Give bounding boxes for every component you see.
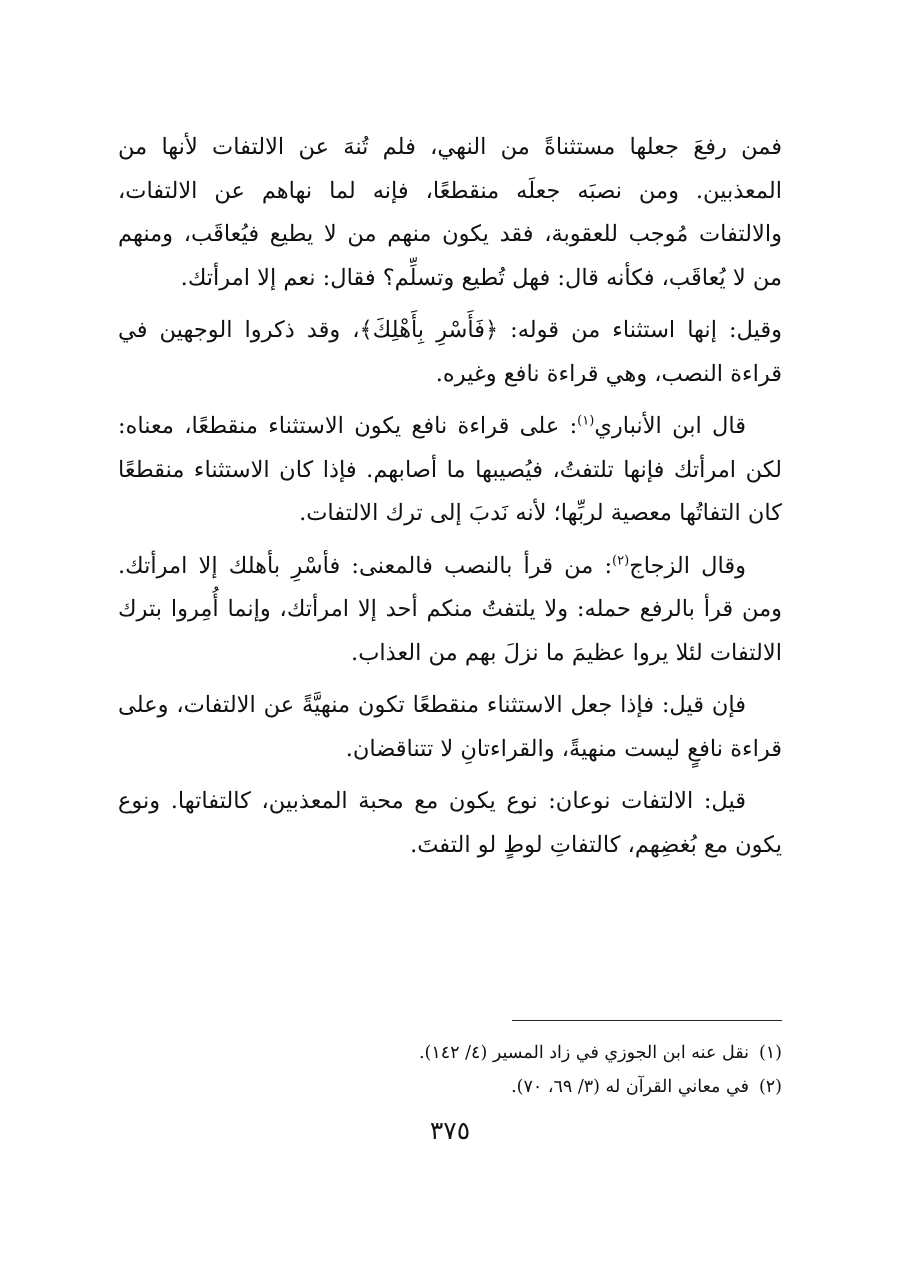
footnote-ref-1[interactable]: (١) bbox=[577, 413, 595, 429]
paragraph-3-body: : على قراءة نافع يكون الاستثناء منقطعًا، معناه: لكن امرأتك فإنها تلتفتُ، فيُصيبها ما أصابهم. فإذا كان الاستثناء منقطعًا كان التفاتُها معصية لربِّها؛ لأنه نَدبَ إلى ترك الالتفات. bbox=[118, 413, 782, 526]
footnote-1 bbox=[300, 1036, 782, 1070]
paragraph-4-body: : من قرأ بالنصب فالمعنى: فأسْرِ بأهلك إلا امرأتك. ومن قرأ بالرفع حمله: ولا يلتفتُ منكم أحد إلا امرأتك، وإنما أُمِروا بترك الالتفات لئلا يروا عظيمَ ما نزلَ بهم من العذاب. bbox=[118, 552, 782, 666]
footnote-1-number: (١) bbox=[758, 1043, 782, 1063]
footnote-2 bbox=[300, 1070, 782, 1104]
footnote-ref-2[interactable]: (٢) bbox=[612, 553, 630, 568]
page-number: ٣٧٥ bbox=[429, 1116, 471, 1145]
paragraph-1: فمن رفعَ جعلها مستثناةً من النهي، فلم تُنهَ عن الالتفات لأنها من المعذبين. ومن نصبَه جعلَه منقطعًا، فإنه لما نهاهم عن الالتفات، والالتفات مُوجب للعقوبة، فقد يكون منهم من لا يطيع فيُعاقَب، ومنهم من لا يُعاقَب، فكأنه قال: فهل تُطيع وتسلِّم؟ فقال: نعم إلا امرأتك. bbox=[118, 134, 782, 291]
footnote-2-number: (٢) bbox=[758, 1077, 782, 1097]
footnote-2-text: في معاني القرآن له (٣/ ٦٩، ٧٠). bbox=[511, 1077, 749, 1097]
paragraph-5: فإن قيل: فإذا جعل الاستثناء منقطعًا تكون منهيَّةً عن الالتفات، وعلى قراءة نافعٍ ليست منهيةً، والقراءتانِ لا تتناقضان. bbox=[118, 692, 782, 762]
paragraph-6: قيل: الالتفات نوعان: نوع يكون مع محبة المعذبين، كالتفاتها. ونوع يكون مع بُغضِهم، كالتفاتِ لوطٍ لو التفتَ. bbox=[118, 788, 782, 858]
footnote-divider bbox=[512, 1020, 782, 1021]
footnote-1-text: نقل عنه ابن الجوزي في زاد المسير (٤/ ١٤٢). bbox=[418, 1043, 749, 1063]
paragraph-2: وقيل: إنها استثناء من قوله: ﴿فَأَسْرِ بِأَهْلِكَ﴾، وقد ذكروا الوجهين في قراءة النصب، وهي قراءة نافع وغيره. bbox=[118, 317, 782, 387]
paragraph-4 bbox=[118, 545, 782, 676]
paragraph-3-lead: قال ابن الأنباري bbox=[594, 413, 746, 439]
main-text bbox=[118, 126, 782, 876]
footnotes bbox=[300, 1036, 782, 1104]
paragraph-3 bbox=[118, 405, 782, 536]
paragraph-4-lead: وقال الزجاج bbox=[629, 552, 746, 579]
